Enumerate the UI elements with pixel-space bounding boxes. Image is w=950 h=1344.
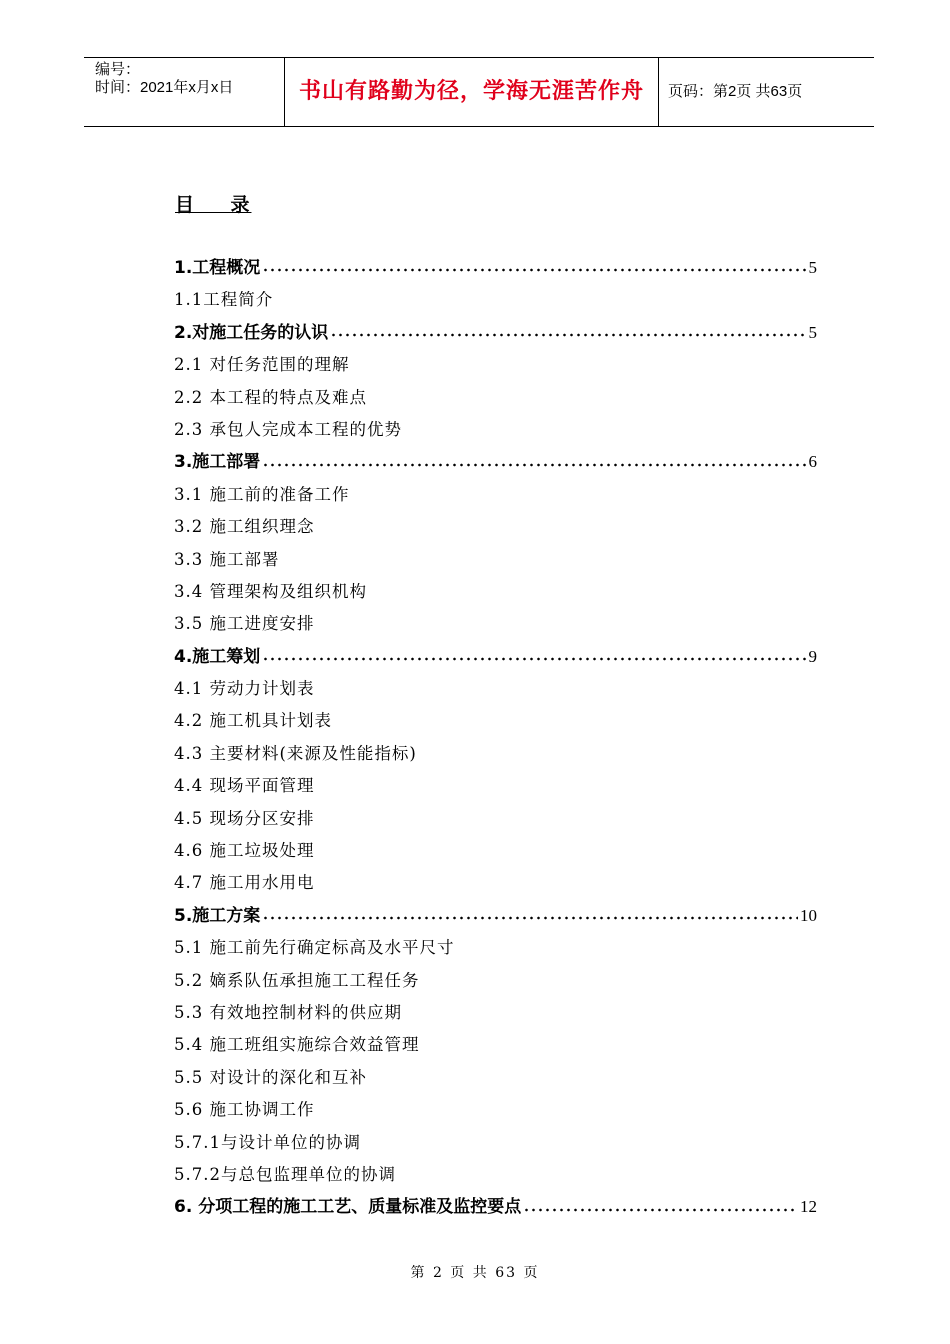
toc-entry-title: 5.施工方案 <box>174 905 261 926</box>
toc-entry-title: 3.施工部署 <box>174 452 261 473</box>
toc-leader-dots <box>262 649 806 669</box>
toc-subsection-entry[interactable]: 5.7.1与设计单位的协调 <box>174 1132 361 1152</box>
toc-section-entry[interactable] <box>174 317 817 349</box>
toc-subsection-entry[interactable]: 1.1工程简介 <box>174 290 274 310</box>
toc-page-number: 9 <box>808 646 817 666</box>
toc-subsection-entry[interactable]: 5.5 对设计的深化和互补 <box>174 1067 367 1087</box>
document-time-label: 时间：2021年x月x日 <box>95 79 234 96</box>
toc-subsection-entry[interactable]: 4.3 主要材料(来源及性能指标) <box>174 743 417 763</box>
toc-section-entry[interactable] <box>174 446 817 478</box>
toc-title: 目 录 <box>175 194 252 216</box>
header-motto-cell <box>284 58 659 126</box>
toc-subsection-entry[interactable]: 5.7.2与总包监理单位的协调 <box>174 1164 396 1184</box>
toc-subsection-entry[interactable]: 4.4 现场平面管理 <box>174 776 315 796</box>
toc-page-number: 12 <box>800 1197 817 1217</box>
table-of-contents <box>174 252 817 1224</box>
toc-entry-title: 4.施工筹划 <box>174 646 261 667</box>
toc-page-number: 5 <box>808 322 817 342</box>
toc-subsection-entry[interactable]: 3.1 施工前的准备工作 <box>174 484 350 504</box>
toc-subsection-entry[interactable]: 2.1 对任务范围的理解 <box>174 355 350 375</box>
page-footer: 第 2 页 共 63 页 <box>410 1265 540 1281</box>
toc-subsection-entry[interactable]: 5.4 施工班组实施综合效益管理 <box>174 1035 420 1055</box>
toc-subsection-entry[interactable]: 4.6 施工垃圾处理 <box>174 841 315 861</box>
toc-leader-dots <box>262 908 798 928</box>
toc-subsection-entry[interactable]: 5.3 有效地控制材料的供应期 <box>174 1002 402 1022</box>
header-meta <box>84 58 284 126</box>
toc-leader-dots <box>523 1200 798 1220</box>
toc-page-number: 10 <box>800 905 817 925</box>
toc-subsection-entry[interactable]: 3.2 施工组织理念 <box>174 517 315 537</box>
toc-entry-title: 1.工程概况 <box>174 258 261 278</box>
toc-subsection-entry[interactable]: 2.3 承包人完成本工程的优势 <box>174 419 402 439</box>
page-header <box>84 57 874 127</box>
toc-subsection-entry[interactable]: 5.1 施工前先行确定标高及水平尺寸 <box>174 938 455 958</box>
toc-subsection-entry[interactable]: 4.5 现场分区安排 <box>174 808 315 828</box>
toc-subsection-entry[interactable]: 5.6 施工协调工作 <box>174 1100 315 1120</box>
toc-section-entry[interactable] <box>174 252 817 284</box>
toc-leader-dots <box>262 260 806 280</box>
header-page-cell <box>658 58 874 126</box>
toc-entry-title: 2.对施工任务的认识 <box>174 322 329 343</box>
toc-leader-dots <box>262 455 806 475</box>
toc-subsection-entry[interactable]: 3.3 施工部署 <box>174 549 280 569</box>
toc-section-entry[interactable] <box>174 900 817 932</box>
toc-section-entry[interactable] <box>174 1191 817 1223</box>
header-motto: 书山有路勤为径，学海无涯苦作舟 <box>298 79 644 104</box>
toc-subsection-entry[interactable]: 4.2 施工机具计划表 <box>174 711 332 731</box>
toc-subsection-entry[interactable]: 2.2 本工程的特点及难点 <box>174 387 367 407</box>
toc-page-number: 5 <box>808 258 817 277</box>
toc-subsection-entry[interactable]: 3.5 施工进度安排 <box>174 614 315 634</box>
toc-entry-title: 6. 分项工程的施工工艺、质量标准及监控要点 <box>174 1197 522 1218</box>
toc-page-number: 6 <box>808 452 817 472</box>
toc-subsection-entry[interactable]: 4.7 施工用水用电 <box>174 873 315 893</box>
header-page-info: 页码：第2页 共63页 <box>668 83 803 100</box>
toc-leader-dots <box>330 325 806 345</box>
document-number-label: 编号： <box>95 61 141 78</box>
toc-section-entry[interactable] <box>174 641 817 673</box>
toc-subsection-entry[interactable]: 3.4 管理架构及组织机构 <box>174 581 367 601</box>
toc-subsection-entry[interactable]: 5.2 嫡系队伍承担施工工程任务 <box>174 970 420 990</box>
toc-subsection-entry[interactable]: 4.1 劳动力计划表 <box>174 679 315 699</box>
